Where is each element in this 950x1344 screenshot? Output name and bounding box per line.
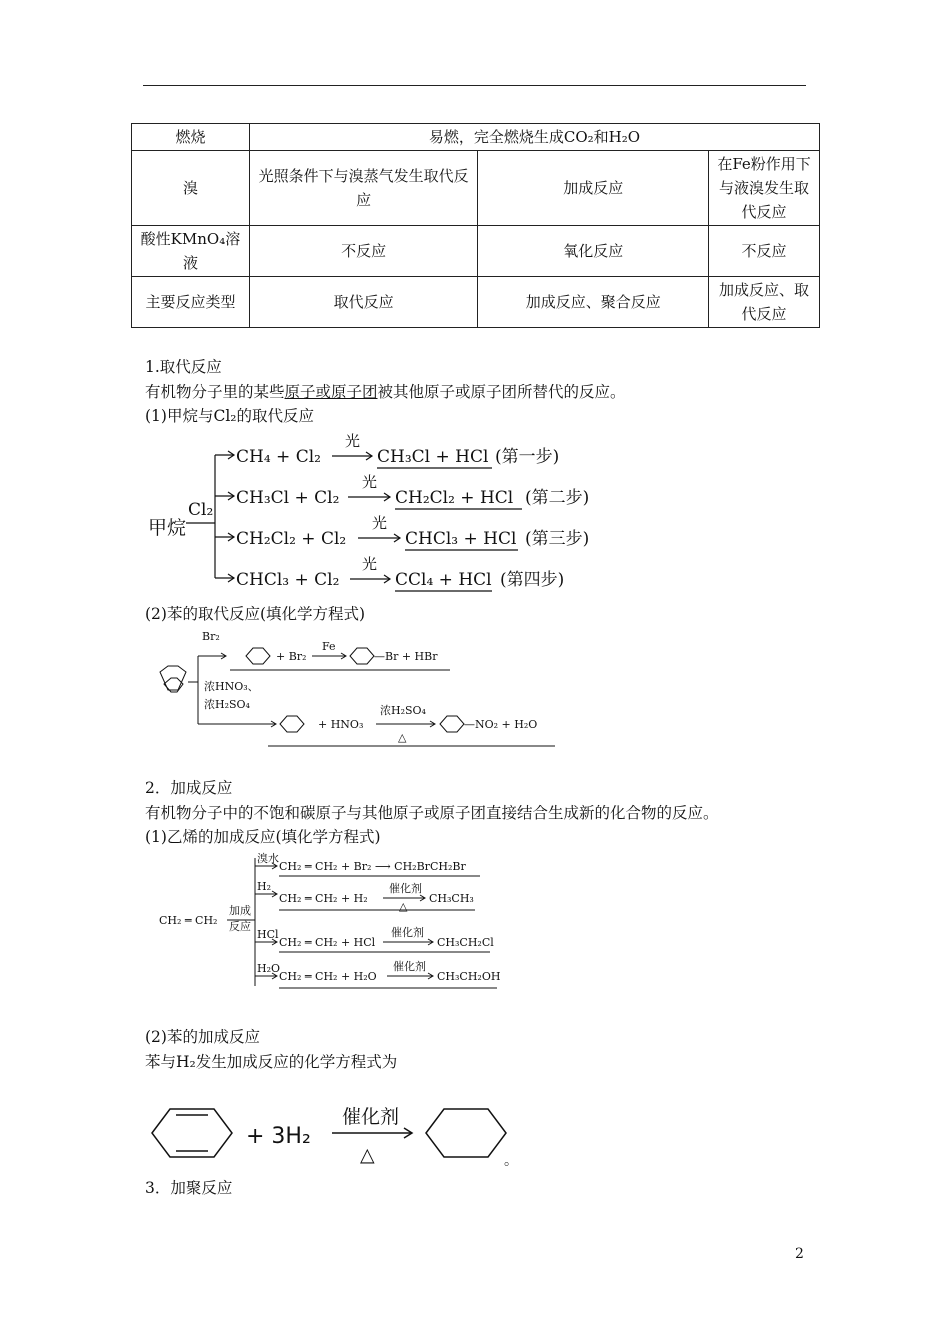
benzene-ring-icon xyxy=(280,716,304,732)
properties-table xyxy=(131,123,820,328)
benzene-substitution-diagram xyxy=(150,628,570,753)
eq2-rhs: CH₂Cl₂ + HCl xyxy=(395,488,514,508)
light-label: 光 xyxy=(372,514,388,532)
light-label: 光 xyxy=(362,555,378,573)
h2-reagent: H₂ xyxy=(257,880,272,893)
table-row xyxy=(132,124,820,151)
cell-bromine-ethylene: 加成反应 xyxy=(478,151,709,226)
ethylene-eq3-lhs: CH₂ ═ CH₂ + HCl xyxy=(279,936,376,949)
eq4-step: (第四步) xyxy=(500,570,565,590)
bromine-water-reagent: 溴水 xyxy=(257,852,279,865)
h2o-reagent: H₂O xyxy=(257,962,281,975)
eq2-lhs: CH₃Cl + Cl₂ xyxy=(236,488,340,508)
cell-combustion: 易燃，完全燃烧生成CO₂和H₂O xyxy=(249,124,819,151)
ethylene-eq4-rhs: CH₃CH₂OH xyxy=(437,970,501,983)
catalyst-label: 催化剂 xyxy=(393,960,426,973)
cell-bromine-methane: 光照条件下与溴蒸气发生取代反应 xyxy=(249,151,478,226)
underlined-blank: 原子或原子团 xyxy=(284,383,378,401)
ethylene-eq3-rhs: CH₃CH₂Cl xyxy=(437,936,494,949)
ethylene-eq1: CH₂ ═ CH₂ + Br₂ ⟶ CH₂BrCH₂Br xyxy=(279,860,466,873)
cell-bromine-benzene: 在Fe粉作用下与液溴发生取代反应 xyxy=(709,151,820,226)
period: 。 xyxy=(504,1153,518,1169)
cell-type-ethylene: 加成反应、聚合反应 xyxy=(478,277,709,328)
br2-reagent: Br₂ xyxy=(202,630,220,643)
catalyst-label: 催化剂 xyxy=(391,926,424,939)
table-row xyxy=(132,151,820,226)
subsection-benzene-addition: (2)苯的加成反应 xyxy=(145,1028,260,1046)
section-2-title: 2．加成反应 xyxy=(145,779,233,797)
ethylene-addition-diagram xyxy=(155,850,515,1000)
eq1-lhs: CH₄ + Cl₂ xyxy=(236,447,321,467)
eq3-rhs: CHCl₃ + HCl xyxy=(405,529,517,549)
table-row xyxy=(132,277,820,328)
benzene-addition-equation xyxy=(148,1095,528,1170)
bromobenzene-ring-icon xyxy=(350,648,374,664)
ethylene-eq2-lhs: CH₂ ═ CH₂ + H₂ xyxy=(279,892,368,905)
ethylene-eq2-rhs: CH₃CH₃ xyxy=(429,892,474,905)
section-3-title: 3．加聚反应 xyxy=(145,1179,233,1197)
eq1-step: (第一步) xyxy=(495,447,560,467)
section-2-definition: 有机物分子中的不饱和碳原子与其他原子或原子团直接结合生成新的化合物的反应。 xyxy=(145,804,719,822)
addition-label: 加成 xyxy=(229,904,251,917)
subsection-benzene-substitution: (2)苯的取代反应(填化学方程式) xyxy=(145,605,366,623)
eq1-rhs: CH₃Cl + HCl xyxy=(377,447,489,467)
subsection-ethylene: (1)乙烯的加成反应(填化学方程式) xyxy=(145,828,381,846)
ethylene-eq4-lhs: CH₂ ═ CH₂ + H₂O xyxy=(279,970,377,983)
cell-kmno4-benzene: 不反应 xyxy=(709,226,820,277)
r1-lhs: + Br₂ xyxy=(276,650,307,663)
cl2-reagent: Cl₂ xyxy=(188,500,214,520)
methane-substitution-diagram xyxy=(140,430,610,600)
eq3-lhs: CH₂Cl₂ + Cl₂ xyxy=(236,529,347,549)
cell-kmno4-methane: 不反应 xyxy=(249,226,478,277)
eq4-rhs: CCl₄ + HCl xyxy=(395,570,492,590)
heat-label: △ xyxy=(399,900,408,913)
row-label-kmno4: 酸性KMnO₄溶液 xyxy=(132,226,250,277)
catalyst-label: 催化剂 xyxy=(342,1106,400,1128)
subsection-methane: (1)甲烷与Cl₂的取代反应 xyxy=(145,407,314,425)
header-rule xyxy=(143,85,806,86)
eq3-step: (第三步) xyxy=(525,529,590,549)
light-label: 光 xyxy=(362,473,378,491)
r2-heat: △ xyxy=(398,731,407,744)
cell-kmno4-ethylene: 氧化反应 xyxy=(478,226,709,277)
row-label-combustion: 燃烧 xyxy=(132,124,250,151)
fe-catalyst: Fe xyxy=(322,640,336,653)
methane-root-label: 甲烷 xyxy=(148,517,187,539)
plus-3h2: + 3H₂ xyxy=(246,1124,311,1149)
cell-type-methane: 取代反应 xyxy=(249,277,478,328)
benzene-addition-intro: 苯与H₂发生加成反应的化学方程式为 xyxy=(145,1053,398,1071)
page-number: 2 xyxy=(795,1246,804,1262)
row-label-bromine: 溴 xyxy=(132,151,250,226)
row-label-reaction-type: 主要反应类型 xyxy=(132,277,250,328)
catalyst-label: 催化剂 xyxy=(389,882,422,895)
r2-rhs: —NO₂ + H₂O xyxy=(464,718,538,731)
h2so4-reagent: 浓H₂SO₄ xyxy=(204,698,250,711)
section-1-title: 1.取代反应 xyxy=(145,358,222,376)
section-1-definition: 有机物分子里的某些原子或原子团被其他原子或原子团所替代的反应。 xyxy=(145,383,626,401)
r2-catalyst: 浓H₂SO₄ xyxy=(380,704,426,717)
r1-rhs: —Br + HBr xyxy=(374,650,438,663)
heat-label: △ xyxy=(360,1144,375,1166)
nitrobenzene-ring-icon xyxy=(440,716,464,732)
cell-type-benzene: 加成反应、取代反应 xyxy=(709,277,820,328)
cyclohexane-ring-icon xyxy=(426,1109,506,1157)
light-label: 光 xyxy=(345,432,361,450)
r2-lhs: + HNO₃ xyxy=(318,718,364,731)
addition-label: 反应 xyxy=(229,920,251,933)
eq2-step: (第二步) xyxy=(525,488,590,508)
benzene-ring-icon xyxy=(152,1109,232,1157)
ethylene-root: CH₂ ═ CH₂ xyxy=(159,914,218,927)
table-row xyxy=(132,226,820,277)
hcl-reagent: HCl xyxy=(257,928,279,941)
hno3-reagent: 浓HNO₃、 xyxy=(204,680,259,693)
benzene-ring-icon xyxy=(246,648,270,664)
eq4-lhs: CHCl₃ + Cl₂ xyxy=(236,570,340,590)
